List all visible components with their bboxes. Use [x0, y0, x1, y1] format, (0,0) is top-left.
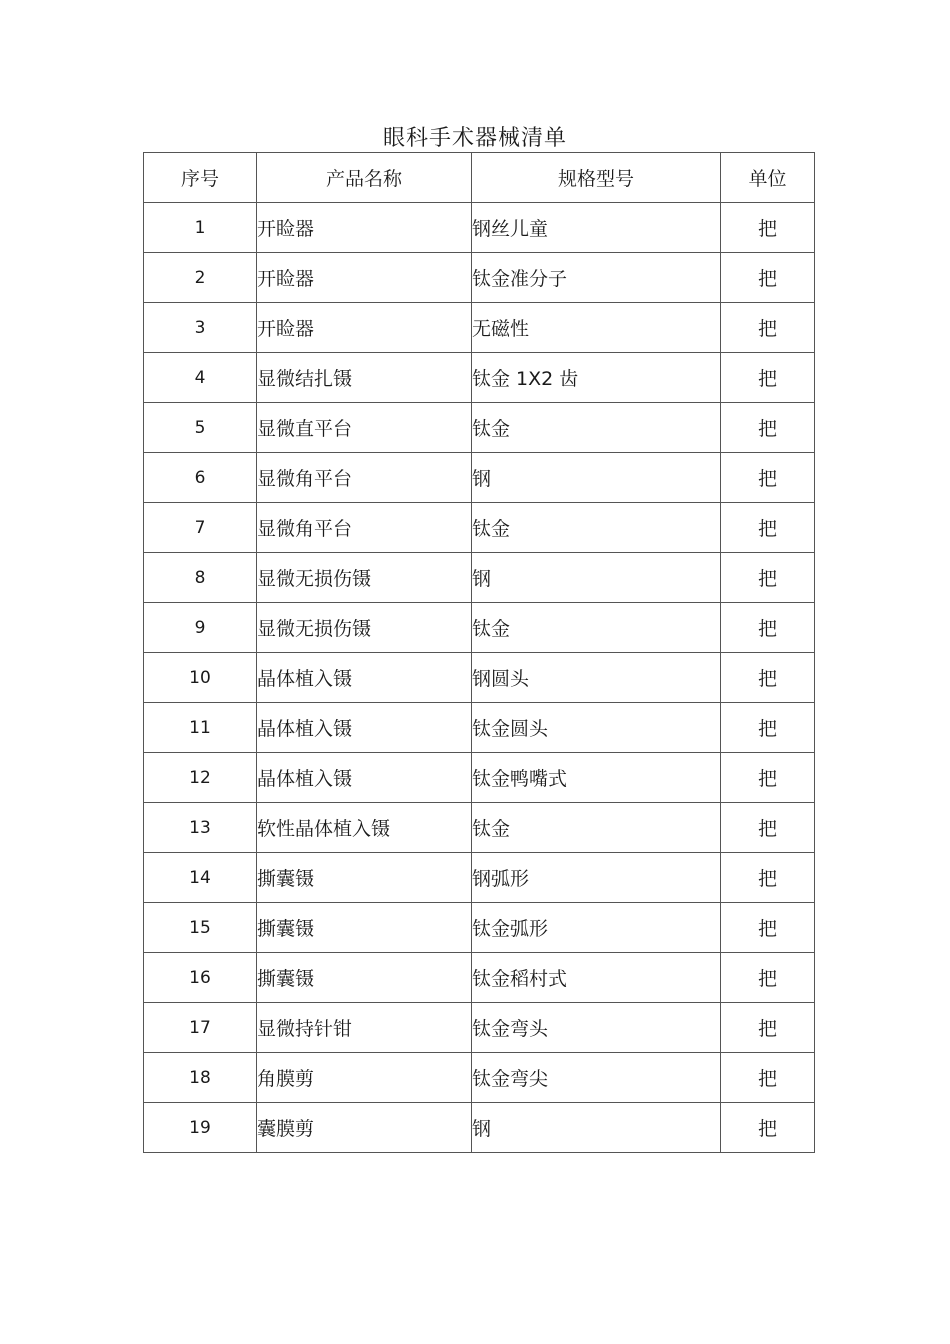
- specification-cell: 钢圆头: [472, 653, 721, 703]
- table-row: [144, 403, 815, 453]
- product-name-cell: 软性晶体植入镊: [257, 803, 472, 853]
- serial-number-cell: 18: [144, 1053, 257, 1103]
- serial-number-cell: 1: [144, 203, 257, 253]
- product-name-cell: 撕囊镊: [257, 853, 472, 903]
- serial-number-cell: 9: [144, 603, 257, 653]
- serial-number-cell: 8: [144, 553, 257, 603]
- product-name-cell: 囊膜剪: [257, 1103, 472, 1153]
- unit-cell: 把: [721, 1053, 815, 1103]
- table-row: [144, 1003, 815, 1053]
- serial-number-cell: 16: [144, 953, 257, 1003]
- serial-number-cell: 7: [144, 503, 257, 553]
- serial-number-cell: 14: [144, 853, 257, 903]
- table-row: [144, 503, 815, 553]
- unit-cell: 把: [721, 353, 815, 403]
- unit-cell: 把: [721, 853, 815, 903]
- table-row: [144, 1103, 815, 1153]
- product-name-cell: 撕囊镊: [257, 903, 472, 953]
- serial-number-cell: 4: [144, 353, 257, 403]
- unit-cell: 把: [721, 803, 815, 853]
- unit-cell: 把: [721, 703, 815, 753]
- specification-cell: 钛金弯尖: [472, 1053, 721, 1103]
- specification-cell: 钛金: [472, 503, 721, 553]
- unit-cell: 把: [721, 403, 815, 453]
- table-row: [144, 803, 815, 853]
- serial-number-cell: 17: [144, 1003, 257, 1053]
- specification-cell: 钛金弧形: [472, 903, 721, 953]
- specification-cell: 钛金圆头: [472, 703, 721, 753]
- table-row: [144, 353, 815, 403]
- document-title: 眼科手术器械清单: [382, 126, 567, 151]
- table-header-row: [144, 153, 815, 203]
- table-row: [144, 303, 815, 353]
- unit-cell: 把: [721, 1003, 815, 1053]
- specification-cell: 钢: [472, 553, 721, 603]
- specification-cell: 钢丝儿童: [472, 203, 721, 253]
- table-row: [144, 953, 815, 1003]
- product-name-cell: 晶体植入镊: [257, 703, 472, 753]
- serial-number-cell: 6: [144, 453, 257, 503]
- unit-cell: 把: [721, 203, 815, 253]
- unit-cell: 把: [721, 553, 815, 603]
- table-row: [144, 703, 815, 753]
- unit-cell: 把: [721, 253, 815, 303]
- serial-number-cell: 13: [144, 803, 257, 853]
- header-serial-number: 序号: [144, 153, 257, 203]
- product-name-cell: 晶体植入镊: [257, 753, 472, 803]
- unit-cell: 把: [721, 603, 815, 653]
- serial-number-cell: 10: [144, 653, 257, 703]
- specification-cell: 钛金 1X2 齿: [472, 353, 721, 403]
- serial-number-cell: 2: [144, 253, 257, 303]
- specification-cell: 钛金准分子: [472, 253, 721, 303]
- product-name-cell: 撕囊镊: [257, 953, 472, 1003]
- specification-cell: 钛金稻村式: [472, 953, 721, 1003]
- serial-number-cell: 12: [144, 753, 257, 803]
- specification-cell: 钛金: [472, 403, 721, 453]
- specification-cell: 钢: [472, 453, 721, 503]
- table-row: [144, 253, 815, 303]
- unit-cell: 把: [721, 953, 815, 1003]
- unit-cell: 把: [721, 753, 815, 803]
- product-name-cell: 显微角平台: [257, 453, 472, 503]
- unit-cell: 把: [721, 903, 815, 953]
- specification-cell: 钛金鸭嘴式: [472, 753, 721, 803]
- unit-cell: 把: [721, 1103, 815, 1153]
- product-name-cell: 显微直平台: [257, 403, 472, 453]
- product-name-cell: 显微无损伤镊: [257, 603, 472, 653]
- specification-cell: 钛金弯头: [472, 1003, 721, 1053]
- table-row: [144, 653, 815, 703]
- table-row: [144, 853, 815, 903]
- table-row: [144, 453, 815, 503]
- product-name-cell: 显微结扎镊: [257, 353, 472, 403]
- product-name-cell: 晶体植入镊: [257, 653, 472, 703]
- instrument-table: [143, 152, 815, 1153]
- serial-number-cell: 5: [144, 403, 257, 453]
- header-unit: 单位: [721, 153, 815, 203]
- specification-cell: 钛金: [472, 803, 721, 853]
- product-name-cell: 开睑器: [257, 303, 472, 353]
- table-row: [144, 903, 815, 953]
- table-row: [144, 203, 815, 253]
- specification-cell: 钢弧形: [472, 853, 721, 903]
- serial-number-cell: 19: [144, 1103, 257, 1153]
- table-row: [144, 603, 815, 653]
- specification-cell: 钛金: [472, 603, 721, 653]
- header-specification: 规格型号: [472, 153, 721, 203]
- unit-cell: 把: [721, 453, 815, 503]
- unit-cell: 把: [721, 503, 815, 553]
- specification-cell: 钢: [472, 1103, 721, 1153]
- serial-number-cell: 15: [144, 903, 257, 953]
- product-name-cell: 开睑器: [257, 203, 472, 253]
- table-row: [144, 1053, 815, 1103]
- header-product-name: 产品名称: [257, 153, 472, 203]
- product-name-cell: 显微持针钳: [257, 1003, 472, 1053]
- serial-number-cell: 3: [144, 303, 257, 353]
- serial-number-cell: 11: [144, 703, 257, 753]
- product-name-cell: 显微无损伤镊: [257, 553, 472, 603]
- specification-cell: 无磁性: [472, 303, 721, 353]
- unit-cell: 把: [721, 653, 815, 703]
- table-row: [144, 553, 815, 603]
- unit-cell: 把: [721, 303, 815, 353]
- product-name-cell: 显微角平台: [257, 503, 472, 553]
- product-name-cell: 开睑器: [257, 253, 472, 303]
- product-name-cell: 角膜剪: [257, 1053, 472, 1103]
- table-row: [144, 753, 815, 803]
